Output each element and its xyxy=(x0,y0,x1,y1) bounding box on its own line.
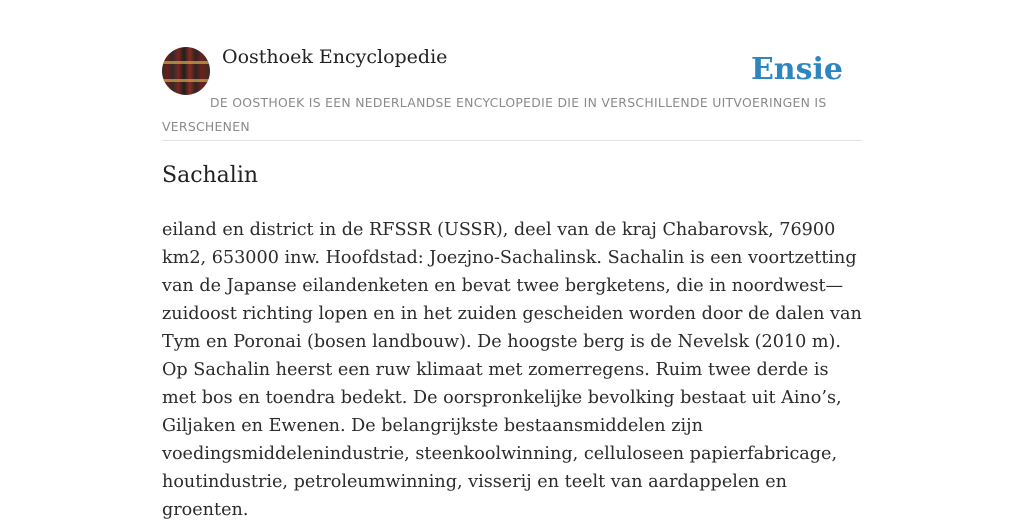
article-body: eiland en district in de RFSSR (USSR), deel van de kraj Chabarovsk, 76900 km2, 653000 inw. Hoofdstad: Joezjno-Sachalinsk. Sachalin is een voortzetting van de Japanse eilandenketen en bevat twee bergketens, die in noordwest—zuidoost richting lopen en in het zuiden gescheiden worden door de dalen van Tym en Poronai (bosen landbouw). De hoogste berg is de Nevelsk (2010 m). Op Sachalin heerst een ruw klimaat met zomerregens. Ruim twee derde is met bos en toendra bedekt. De oorspronkelijke bevolking bestaat uit Aino’s, Giljaken en Ewenen. De belangrijkste bestaansmiddelen zijn voedingsmiddelenindustrie, steenkoolwinning, celluloseen papierfabricage, houtindustrie, petroleumwinning, visserij en teelt van aardappelen en groenten. xyxy=(162,220,862,520)
header xyxy=(162,0,862,141)
site-tagline: DE OOSTHOEK IS EEN NEDERLANDSE ENCYCLOPEDIE DIE IN VERSCHILLENDE UITVOERINGEN IS VERSCHENEN xyxy=(162,95,827,134)
article-title: Sachalin xyxy=(162,163,259,188)
page xyxy=(162,0,862,520)
ensie-logo-link[interactable]: Ensie xyxy=(750,52,843,87)
site-title[interactable]: Oosthoek Encyclopedie xyxy=(222,46,448,68)
encyclopedia-avatar[interactable] xyxy=(162,47,210,95)
